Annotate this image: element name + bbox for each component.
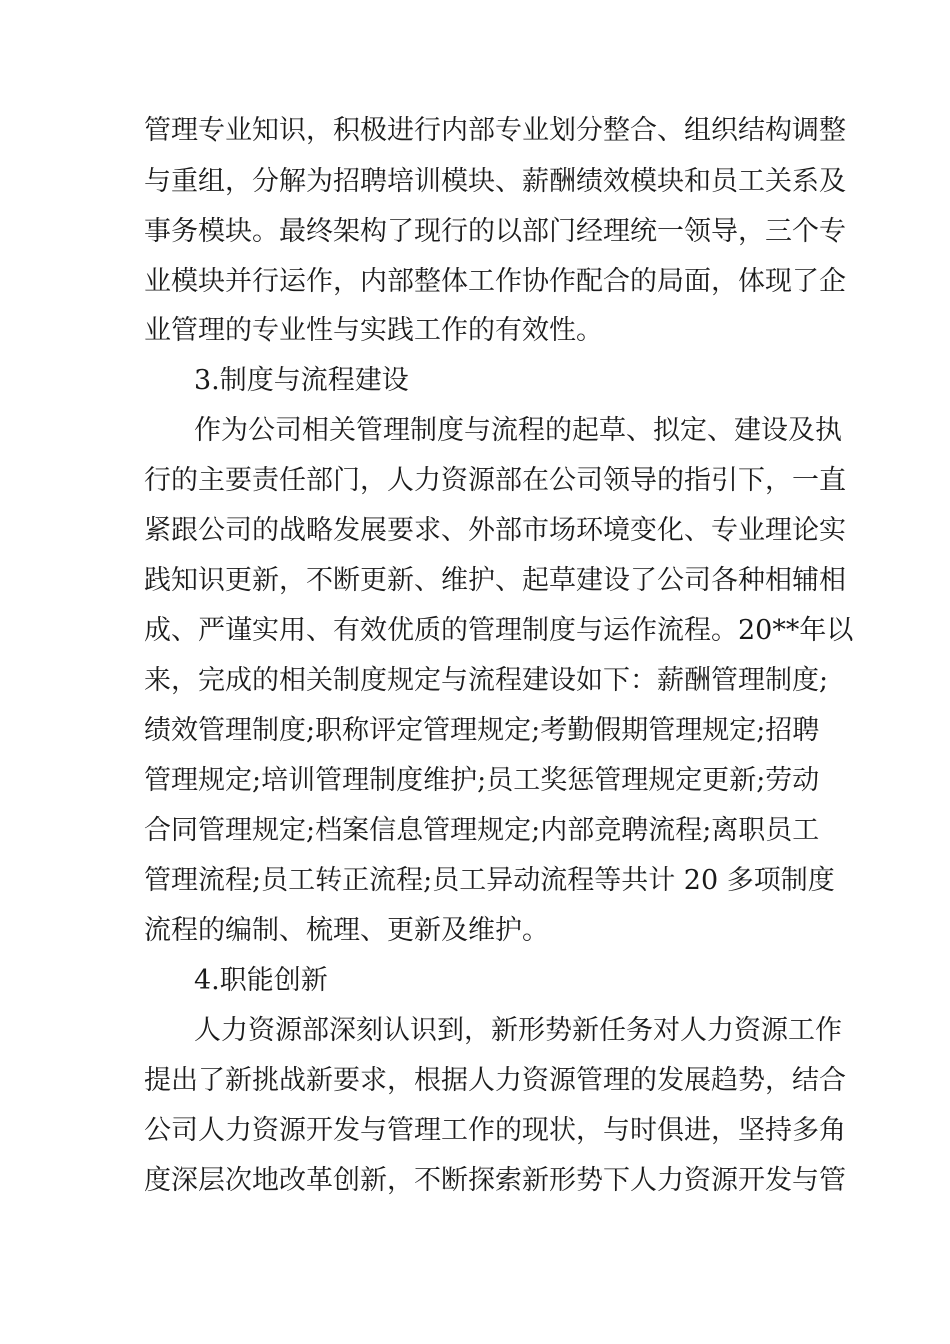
text-line: 来，完成的相关制度规定与流程建设如下：薪酬管理制度; — [144, 665, 829, 696]
text-line: 成、严谨实用、有效优质的管理制度与运作流程。20**年以 — [144, 615, 854, 646]
section-heading: 4.职能创新 — [194, 965, 328, 996]
text-line: 行的主要责任部门，人力资源部在公司领导的指引下，一直 — [144, 465, 846, 496]
text-line: 践知识更新，不断更新、维护、起草建设了公司各种相辅相 — [144, 565, 846, 596]
text-line: 作为公司相关管理制度与流程的起草、拟定、建设及执 — [194, 415, 842, 446]
section-heading: 3.制度与流程建设 — [194, 365, 409, 396]
text-line: 事务模块。最终架构了现行的以部门经理统一领导，三个专 — [144, 216, 846, 247]
text-line: 管理流程;员工转正流程;员工异动流程等共计 20 多项制度 — [144, 865, 835, 896]
text-line: 度深层次地改革创新，不断探索新形势下人力资源开发与管 — [144, 1165, 846, 1196]
text-line: 人力资源部深刻认识到，新形势新任务对人力资源工作 — [194, 1015, 842, 1046]
text-line: 提出了新挑战新要求，根据人力资源管理的发展趋势，结合 — [144, 1065, 846, 1096]
text-line: 业模块并行运作，内部整体工作协作配合的局面，体现了企 — [144, 266, 846, 297]
text-line: 业管理的专业性与实践工作的有效性。 — [144, 315, 603, 346]
text-line: 紧跟公司的战略发展要求、外部市场环境变化、专业理论实 — [144, 515, 846, 546]
text-line: 管理专业知识，积极进行内部专业划分整合、组织结构调整 — [144, 115, 846, 146]
text-line: 绩效管理制度;职称评定管理规定;考勤假期管理规定;招聘 — [144, 715, 820, 746]
text-line: 管理规定;培训管理制度维护;员工奖惩管理规定更新;劳动 — [144, 765, 820, 796]
text-line: 公司人力资源开发与管理工作的现状，与时俱进，坚持多角 — [144, 1115, 846, 1146]
text-line: 合同管理规定;档案信息管理规定;内部竞聘流程;离职员工 — [144, 815, 820, 846]
text-line: 流程的编制、梳理、更新及维护。 — [144, 915, 549, 946]
text-line: 与重组，分解为招聘培训模块、薪酬绩效模块和员工关系及 — [144, 166, 846, 197]
